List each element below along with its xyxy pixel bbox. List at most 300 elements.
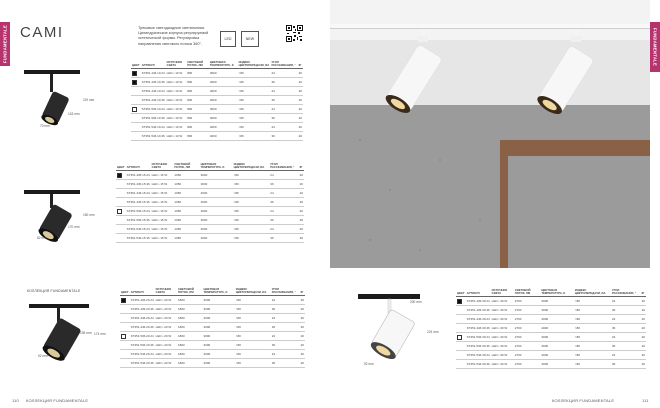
cell-source: LED • 20 W: [155, 323, 177, 332]
table-row: [131, 69, 303, 78]
cell-cri: >80: [238, 132, 271, 141]
cell-ip: 20: [641, 297, 646, 306]
cell-ip: 20: [298, 114, 303, 123]
cell-cri: >80: [233, 234, 270, 243]
cell-source: LED • 30 W: [491, 324, 514, 333]
column-header: ИСТОЧНИК СВЕТА: [151, 163, 174, 171]
cell-flux: 1050: [173, 234, 199, 243]
table-row: [131, 78, 303, 87]
cell-flux: 800: [186, 69, 209, 78]
spec-table-1: [131, 61, 303, 141]
table-row: [120, 314, 305, 323]
cell-article: ST351.446.15.36: [126, 198, 151, 207]
cell-source: LED • 20 W: [155, 341, 177, 350]
cell-temp: 3000: [200, 216, 233, 225]
cell-angle: 24: [611, 315, 641, 324]
page-number: 110: [12, 398, 19, 403]
column-header: ИНДЕКС ЦВЕТОПЕРЕДАЧИ, RA: [233, 163, 270, 171]
cell-source: LED • 15 W: [151, 216, 174, 225]
color-swatch-cell: [131, 114, 141, 123]
cell-angle: 24: [271, 296, 300, 305]
cell-angle: 36: [271, 359, 300, 368]
table-row: [116, 207, 304, 216]
cell-angle: 24: [269, 225, 298, 234]
cell-ip: 20: [300, 332, 305, 341]
column-header: IP: [299, 165, 303, 169]
cell-angle: 36: [269, 216, 298, 225]
dimension-height: 195 mm: [80, 331, 92, 335]
cell-cri: >80: [574, 342, 611, 351]
table-row: [116, 234, 304, 243]
cell-angle: 36: [270, 132, 297, 141]
table-row: [456, 333, 646, 342]
cell-cri: >80: [238, 69, 271, 78]
table-row: [120, 350, 305, 359]
cell-flux: 2700: [514, 324, 541, 333]
cell-ip: 20: [298, 132, 303, 141]
column-header: ИСТОЧНИК СВЕТА: [155, 288, 177, 296]
color-swatch-cell: [131, 123, 141, 132]
cell-article: ST351.536.10.24: [141, 105, 166, 114]
cell-cri: >80: [233, 225, 270, 234]
cell-temp: 4000: [200, 198, 233, 207]
cell-ip: 20: [299, 234, 304, 243]
cell-ip: 20: [299, 216, 304, 225]
column-header: СВЕТОВОЙ ПОТОК, ЛМ: [173, 163, 199, 171]
cell-flux: 2700: [514, 360, 541, 369]
cell-ip: 20: [641, 342, 646, 351]
cell-flux: 1800: [177, 341, 203, 350]
table-row: [456, 360, 646, 369]
column-header: СВЕТОВОЙ ПОТОК, ЛМ: [186, 61, 209, 69]
cell-flux: 1800: [177, 314, 203, 323]
cell-cri: >80: [574, 306, 611, 315]
column-header: УГОЛ РАССЕИВАНИЯ, °: [269, 163, 298, 171]
cell-temp: 4000: [209, 96, 238, 105]
table-row: [456, 306, 646, 315]
cell-temp: 4000: [209, 78, 238, 87]
cell-article: ST351.546.15.24: [126, 225, 151, 234]
table-row: [131, 123, 303, 132]
cell-ip: 20: [641, 324, 646, 333]
dimension-depth: 150 mm: [83, 213, 95, 217]
cell-angle: 36: [611, 342, 641, 351]
cell-cri: >80: [238, 105, 271, 114]
column-header: ЦВЕТ: [121, 290, 129, 294]
cell-angle: 36: [269, 198, 298, 207]
spec-table-2: [116, 163, 304, 243]
column-header: АРТИКУЛ: [466, 289, 491, 297]
cell-ip: 20: [299, 189, 304, 198]
cell-ip: 20: [641, 360, 646, 369]
track-spotlight-icon: [27, 300, 93, 370]
cell-cri: >80: [238, 123, 271, 132]
dimension-depth: 174 mm: [94, 332, 106, 336]
cell-ip: 20: [300, 323, 305, 332]
table-row: [116, 180, 304, 189]
cell-article: ST351.436.20.24: [130, 296, 155, 305]
cell-angle: 24: [270, 105, 297, 114]
cell-source: LED • 15 W: [151, 198, 174, 207]
cell-source: LED • 20 W: [155, 296, 177, 305]
cell-flux: 1800: [177, 296, 203, 305]
cell-source: LED • 10 W: [166, 78, 187, 87]
cell-flux: 1800: [177, 359, 203, 368]
cell-flux: 1050: [173, 216, 199, 225]
cell-flux: 1050: [173, 180, 199, 189]
color-swatch-cell: [120, 314, 130, 323]
cell-angle: 24: [611, 351, 641, 360]
black-swatch-icon: [132, 80, 137, 85]
cell-article: ST351.436.20.36: [130, 305, 155, 314]
cell-article: ST351.536.20.24: [130, 332, 155, 341]
column-header: УГОЛ РАССЕИВАНИЯ, °: [271, 288, 300, 296]
table-row: [116, 189, 304, 198]
white-swatch-icon: [457, 335, 462, 340]
cell-temp: 3000: [203, 332, 235, 341]
dimension-depth: 119 mm: [83, 98, 95, 102]
cell-ip: 20: [298, 105, 303, 114]
column-header: ЦВЕТОВАЯ ТЕМПЕРАТУРА, K: [200, 163, 233, 171]
cell-article: ST351.546.20.24: [130, 350, 155, 359]
column-header: СВЕТОВОЙ ПОТОК, ЛМ: [177, 288, 203, 296]
cell-article: ST351.536.15.36: [126, 216, 151, 225]
cell-source: LED • 20 W: [155, 359, 177, 368]
cell-source: LED • 30 W: [491, 360, 514, 369]
table-row: [116, 225, 304, 234]
cell-source: LED • 20 W: [155, 314, 177, 323]
cell-ip: 20: [299, 198, 304, 207]
column-header: ЦВЕТОВАЯ ТЕМПЕРАТУРА, K: [209, 61, 238, 69]
collection-side-tab: FUNDAMENTALE: [650, 22, 660, 72]
cell-temp: 4000: [200, 189, 233, 198]
cell-source: LED • 30 W: [491, 342, 514, 351]
cell-temp: 3000: [200, 207, 233, 216]
cell-angle: 36: [271, 305, 300, 314]
cell-ip: 20: [300, 314, 305, 323]
cell-cri: >80: [574, 297, 611, 306]
page-number: 111: [642, 398, 649, 403]
table-row: [116, 216, 304, 225]
cell-ip: 20: [641, 315, 646, 324]
cell-angle: 24: [270, 69, 297, 78]
cell-angle: 24: [270, 87, 297, 96]
color-swatch-cell: [116, 189, 126, 198]
cell-ip: 20: [299, 180, 304, 189]
color-swatch-cell: [456, 342, 466, 351]
cell-temp: 4000: [203, 314, 235, 323]
cell-flux: 1800: [177, 323, 203, 332]
column-header: ЦВЕТОВАЯ ТЕМПЕРАТУРА, K: [203, 288, 235, 296]
cell-temp: 3000: [540, 333, 574, 342]
column-header: ИНДЕКС ЦВЕТОПЕРЕДАЧИ, RA: [238, 60, 270, 67]
table-header-row: [116, 163, 304, 171]
cell-article: ST351.536.20.36: [130, 341, 155, 350]
spec-table-3: [120, 288, 305, 368]
cell-source: LED • 10 W: [166, 132, 187, 141]
table-row: [116, 171, 304, 180]
table-row: [120, 323, 305, 332]
cell-ip: 20: [298, 123, 303, 132]
cell-flux: 2700: [514, 351, 541, 360]
color-swatch-cell: [116, 198, 126, 207]
color-swatch-cell: [116, 207, 126, 216]
cell-temp: 4000: [540, 315, 574, 324]
table-row: [131, 132, 303, 141]
table-header-row: [456, 289, 646, 297]
column-header: ЦВЕТ: [117, 165, 125, 169]
cell-flux: 800: [186, 132, 209, 141]
new-badge: NEW: [241, 31, 259, 47]
dimension-width: 82 mm: [37, 236, 47, 240]
dimension-width: 92 mm: [364, 362, 374, 366]
color-swatch-cell: [131, 132, 141, 141]
white-swatch-icon: [117, 209, 122, 214]
cell-cri: >80: [233, 189, 270, 198]
cell-source: LED • 30 W: [491, 297, 514, 306]
color-swatch-cell: [120, 359, 130, 368]
white-swatch-icon: [121, 334, 126, 339]
cell-angle: 36: [270, 96, 297, 105]
cell-flux: 2700: [514, 297, 541, 306]
cell-source: LED • 10 W: [166, 123, 187, 132]
cell-cri: >80: [233, 180, 270, 189]
cell-temp: 4000: [203, 323, 235, 332]
color-swatch-cell: [456, 360, 466, 369]
track-spotlight-icon: [22, 186, 82, 250]
cell-source: LED • 15 W: [151, 234, 174, 243]
color-swatch-cell: [456, 297, 466, 306]
dimension-width: 92 mm: [38, 354, 48, 358]
cell-cri: >80: [235, 305, 271, 314]
column-header: СВЕТОВОЙ ПОТОК, ЛМ: [514, 289, 541, 297]
color-swatch-cell: [116, 225, 126, 234]
track-spotlight-icon: [22, 64, 82, 134]
collection-side-tab: FUNDAMENTALE: [0, 22, 10, 66]
cell-source: LED • 20 W: [155, 350, 177, 359]
cell-cri: >80: [235, 323, 271, 332]
spec-table-4: [456, 289, 646, 369]
cell-cri: >80: [233, 207, 270, 216]
dimension-height: 170 mm: [68, 225, 80, 229]
cell-article: ST351.446.10.24: [141, 69, 166, 78]
cell-source: LED • 15 W: [151, 180, 174, 189]
cell-angle: 36: [611, 306, 641, 315]
cell-angle: 36: [611, 324, 641, 333]
cell-cri: >80: [235, 332, 271, 341]
black-swatch-icon: [132, 71, 137, 76]
cell-temp: 4000: [203, 359, 235, 368]
cell-article: ST351.446.10.36: [141, 96, 166, 105]
cell-source: LED • 30 W: [491, 315, 514, 324]
cell-source: LED • 10 W: [166, 87, 187, 96]
cell-article: ST351.546.30.36: [466, 360, 491, 369]
cell-temp: 3000: [200, 180, 233, 189]
column-header: ИСТОЧНИК СВЕТА: [491, 289, 514, 297]
column-header: ИНДЕКС ЦВЕТОПЕРЕДАЧИ, RA: [235, 288, 271, 296]
cell-article: ST351.436.30.36: [466, 306, 491, 315]
cell-angle: 36: [271, 341, 300, 350]
cell-flux: 800: [186, 87, 209, 96]
cell-ip: 20: [298, 69, 303, 78]
cell-cri: >80: [574, 324, 611, 333]
table-row: [120, 332, 305, 341]
cell-ip: 20: [298, 87, 303, 96]
qr-code-icon[interactable]: [286, 25, 303, 42]
cell-source: LED • 20 W: [155, 332, 177, 341]
cell-flux: 1800: [177, 305, 203, 314]
cell-temp: 4000: [200, 225, 233, 234]
cell-ip: 20: [300, 341, 305, 350]
cell-cri: >80: [574, 333, 611, 342]
cell-temp: 3000: [209, 105, 238, 114]
cell-temp: 3000: [203, 341, 235, 350]
column-header: IP: [298, 63, 302, 67]
table-row: [120, 296, 305, 305]
cell-cri: >80: [238, 96, 271, 105]
color-swatch-cell: [456, 351, 466, 360]
cell-ip: 20: [299, 225, 304, 234]
right-page: [330, 0, 660, 408]
cell-angle: 24: [269, 207, 298, 216]
column-header: УГОЛ РАССЕИВАНИЯ, °: [270, 61, 297, 69]
white-swatch-icon: [132, 107, 137, 112]
cell-cri: >80: [574, 360, 611, 369]
cell-article: ST351.546.15.36: [126, 234, 151, 243]
table-row: [116, 198, 304, 207]
cell-flux: 800: [186, 123, 209, 132]
cell-temp: 4000: [209, 132, 238, 141]
cell-temp: 4000: [540, 324, 574, 333]
color-swatch-cell: [456, 333, 466, 342]
dimension-height: 224 mm: [427, 330, 439, 334]
lifestyle-photo: [330, 0, 650, 268]
cell-article: ST351.536.30.24: [466, 333, 491, 342]
cell-cri: >80: [235, 314, 271, 323]
column-header: ИНДЕКС ЦВЕТОПЕРЕДАЧИ, RA: [574, 289, 611, 297]
black-swatch-icon: [121, 298, 126, 303]
cell-article: ST351.436.15.24: [126, 171, 151, 180]
color-swatch-cell: [131, 96, 141, 105]
cell-article: ST351.446.15.24: [126, 189, 151, 198]
cell-article: ST351.446.30.24: [466, 315, 491, 324]
cell-source: LED • 15 W: [151, 225, 174, 234]
cell-article: ST351.446.20.24: [130, 314, 155, 323]
cell-source: LED • 10 W: [166, 105, 187, 114]
cell-article: ST351.536.15.24: [126, 207, 151, 216]
cell-angle: 24: [270, 123, 297, 132]
cell-angle: 24: [269, 189, 298, 198]
column-header: УГОЛ РАССЕИВАНИЯ, °: [611, 289, 641, 297]
cell-angle: 24: [269, 171, 298, 180]
cell-temp: 4000: [200, 234, 233, 243]
black-swatch-icon: [457, 299, 462, 304]
color-swatch-cell: [116, 234, 126, 243]
cell-ip: 20: [300, 350, 305, 359]
cell-source: LED • 10 W: [166, 96, 187, 105]
cell-cri: >80: [238, 114, 271, 123]
column-header: ЦВЕТ: [457, 291, 465, 295]
cell-angle: 24: [271, 314, 300, 323]
dimension-depth: 200 mm: [410, 300, 422, 304]
cell-cri: >80: [235, 359, 271, 368]
cell-angle: 24: [611, 297, 641, 306]
section-label: КОЛЛЕКЦИЯ FUNDAMENTALE: [27, 289, 81, 293]
cell-article: ST351.446.20.36: [130, 323, 155, 332]
cell-temp: 3000: [209, 114, 238, 123]
color-swatch-cell: [131, 69, 141, 78]
cell-flux: 2700: [514, 333, 541, 342]
cell-ip: 20: [298, 96, 303, 105]
cell-source: LED • 30 W: [491, 306, 514, 315]
product-description: Трековые светодиодные светильники. Цилиндрические корпуса регулируемой эстетической формы. Регулировка направления светового потока 360°.: [138, 26, 209, 46]
cell-cri: >80: [233, 171, 270, 180]
cell-source: LED • 15 W: [151, 189, 174, 198]
cell-ip: 20: [641, 333, 646, 342]
cell-article: ST351.446.10.24: [141, 87, 166, 96]
cell-temp: 3000: [540, 342, 574, 351]
cell-article: ST351.536.30.36: [466, 342, 491, 351]
footer-collection: КОЛЛЕКЦИЯ FUNDAMENTALE: [552, 398, 615, 403]
cell-angle: 24: [611, 333, 641, 342]
cell-ip: 20: [300, 305, 305, 314]
cell-cri: >80: [238, 87, 271, 96]
color-swatch-cell: [456, 306, 466, 315]
cell-article: ST351.436.15.36: [126, 180, 151, 189]
column-header: ИСТОЧНИК СВЕТА: [166, 61, 187, 69]
column-header: АРТИКУЛ: [126, 163, 151, 171]
color-swatch-cell: [131, 78, 141, 87]
cell-temp: 3000: [209, 69, 238, 78]
cell-flux: 1800: [177, 350, 203, 359]
cell-source: LED • 30 W: [491, 351, 514, 360]
cell-angle: 24: [271, 350, 300, 359]
cell-cri: >80: [574, 315, 611, 324]
black-swatch-icon: [117, 173, 122, 178]
cell-flux: 800: [186, 105, 209, 114]
cell-article: ST351.546.10.24: [141, 123, 166, 132]
column-header: АРТИКУЛ: [141, 61, 166, 69]
table-row: [131, 105, 303, 114]
cell-cri: >80: [238, 78, 271, 87]
column-header: ЦВЕТ: [132, 63, 140, 67]
cell-flux: 1050: [173, 198, 199, 207]
color-swatch-cell: [120, 341, 130, 350]
cell-source: LED • 20 W: [155, 305, 177, 314]
cell-flux: 1050: [173, 189, 199, 198]
cell-ip: 20: [299, 171, 304, 180]
cell-cri: >80: [235, 296, 271, 305]
table-row: [456, 324, 646, 333]
cell-cri: >80: [233, 216, 270, 225]
table-header-row: [120, 288, 305, 296]
cell-ip: 20: [298, 78, 303, 87]
cell-temp: 4000: [209, 87, 238, 96]
table-header-row: [131, 61, 303, 69]
cell-article: ST351.546.30.24: [466, 351, 491, 360]
column-header: IP: [641, 291, 645, 295]
table-row: [456, 297, 646, 306]
table-row: [131, 96, 303, 105]
cell-flux: 800: [186, 96, 209, 105]
cell-source: LED • 30 W: [491, 333, 514, 342]
cell-source: LED • 10 W: [166, 69, 187, 78]
product-title: CAMI: [20, 24, 64, 41]
cell-temp: 4000: [540, 360, 574, 369]
table-row: [120, 305, 305, 314]
cell-cri: >80: [235, 341, 271, 350]
table-row: [456, 351, 646, 360]
